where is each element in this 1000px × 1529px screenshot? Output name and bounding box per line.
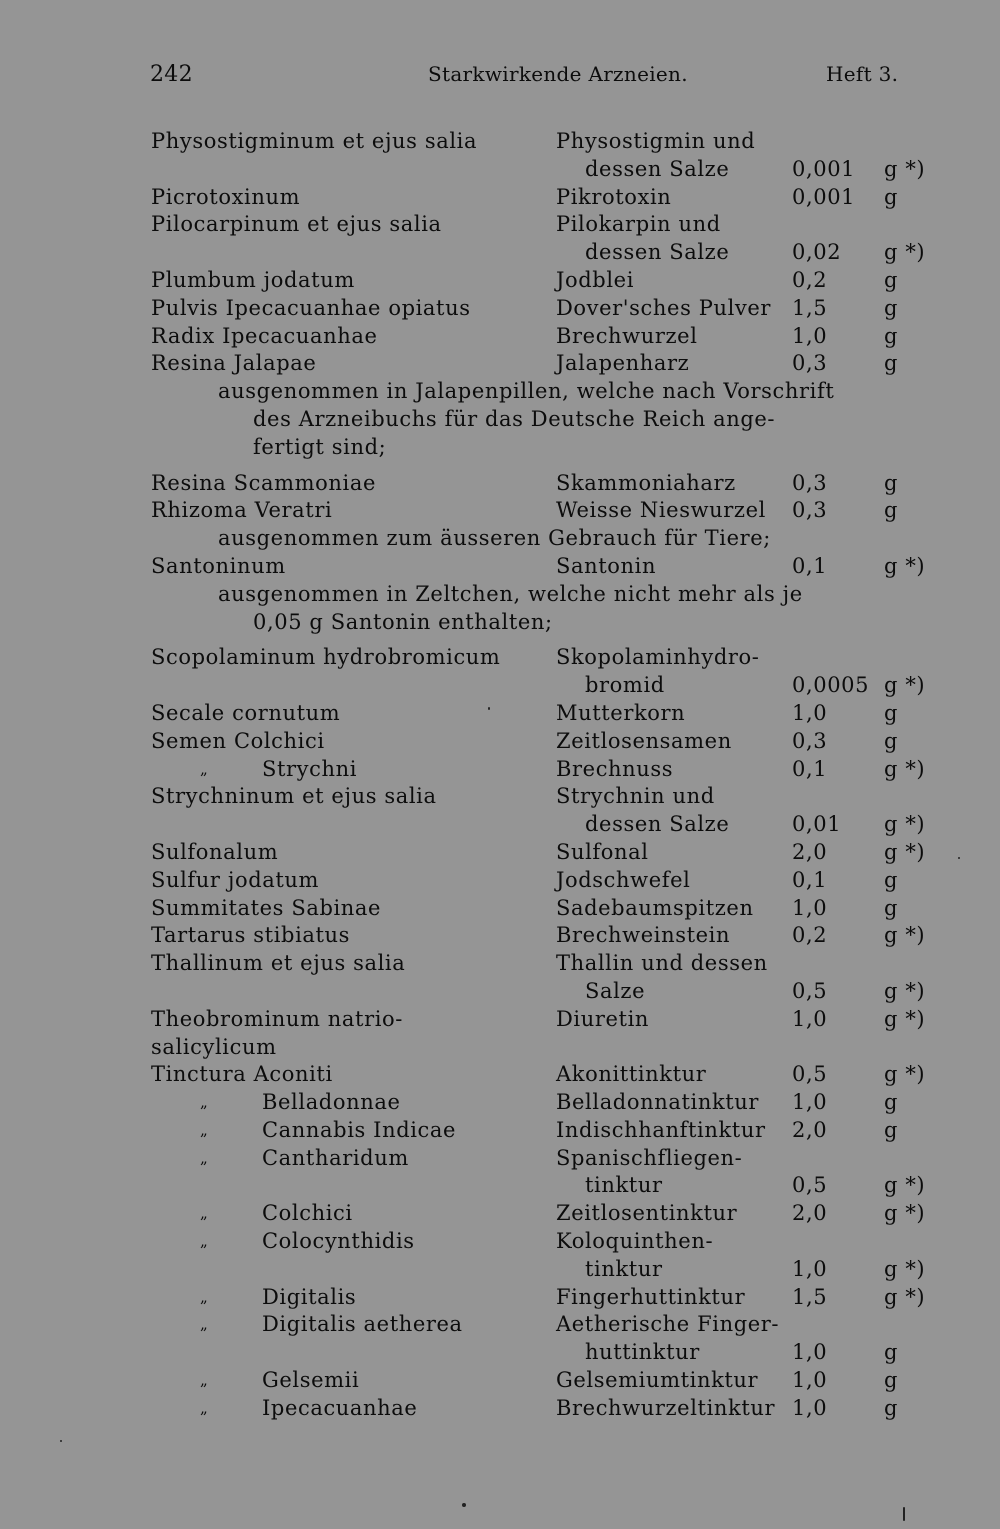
max-dose: 1,0: [792, 1256, 828, 1281]
scan-speck: [488, 707, 490, 710]
latin-name: Cantharidum: [262, 1145, 409, 1170]
latin-name: Colchici: [262, 1201, 353, 1226]
table-row: [0, 644, 1000, 672]
latin-name: Gelsemii: [262, 1368, 360, 1393]
max-dose: 0,1: [792, 553, 828, 578]
table-row: [0, 156, 1000, 184]
table-row: [0, 239, 1000, 267]
german-name: Skopolaminhydro-: [556, 645, 760, 670]
dose-unit: g: [884, 1340, 899, 1365]
german-name-continuation: huttinktur: [585, 1340, 700, 1365]
dose-unit: g: [884, 1090, 899, 1115]
max-dose: 0,5: [792, 978, 828, 1003]
issue-label: Heft 3.: [826, 62, 899, 86]
latin-name: Resina Jalapae: [151, 351, 317, 376]
table-row: [0, 1089, 1000, 1117]
german-name: Pikrotoxin: [556, 184, 672, 209]
max-dose: 0,2: [792, 267, 828, 292]
german-name-continuation: Salze: [585, 978, 646, 1003]
table-row: [0, 1339, 1000, 1367]
table-row: [0, 470, 1000, 498]
latin-name: Sulfonalum: [151, 839, 279, 864]
running-title: Starkwirkende Arzneien.: [428, 62, 688, 86]
table-row: [0, 1145, 1000, 1173]
exception-note: ausgenommen in Zeltchen, welche nicht mehr als je: [218, 581, 803, 606]
german-name: Diuretin: [556, 1006, 650, 1031]
table-row: [0, 434, 1000, 462]
german-name: Thallin und dessen: [556, 951, 768, 976]
table-row: [0, 350, 1000, 378]
exception-note-continuation: 0,05 g Santonin enthalten;: [253, 609, 553, 634]
latin-name: Rhizoma Veratri: [151, 498, 333, 523]
table-row: [0, 978, 1000, 1006]
max-dose: 0,3: [792, 351, 828, 376]
german-name-continuation: tinktur: [585, 1173, 663, 1198]
dose-unit: g: [884, 267, 899, 292]
table-row: [0, 728, 1000, 756]
scan-speck: [60, 1440, 62, 1442]
table-row: [0, 1006, 1000, 1034]
table-row: [0, 1200, 1000, 1228]
max-dose: 0,2: [792, 923, 828, 948]
latin-name: Thallinum et ejus salia: [151, 951, 406, 976]
max-dose: 1,5: [792, 1284, 828, 1309]
exception-note-continuation: des Arzneibuchs für das Deutsche Reich ange-: [253, 406, 776, 431]
latin-name: Ipecacuanhae: [262, 1395, 418, 1420]
max-dose: 1,0: [792, 1340, 828, 1365]
exception-note-continuation: fertigt sind;: [253, 434, 387, 459]
dose-unit: g *): [884, 1173, 926, 1198]
table-row: [0, 1061, 1000, 1089]
table-row: [0, 323, 1000, 351]
german-name-continuation: dessen Salze: [585, 812, 730, 837]
max-dose: 0,5: [792, 1173, 828, 1198]
german-name: Spanischfliegen-: [556, 1145, 743, 1170]
german-name: Jodschwefel: [556, 867, 691, 892]
latin-name: Scopolaminum hydrobromicum: [151, 645, 501, 670]
max-dose: 2,0: [792, 1201, 828, 1226]
german-name: Brechweinstein: [556, 923, 731, 948]
max-dose: 1,5: [792, 295, 828, 320]
ditto-mark: „: [200, 759, 209, 778]
table-row: [0, 378, 1000, 406]
german-name: Dover'sches Pulver: [556, 295, 772, 320]
dose-unit: g: [884, 895, 899, 920]
latin-name: Cannabis Indicae: [262, 1117, 457, 1142]
ditto-mark: „: [200, 1371, 209, 1390]
max-dose: 0,02: [792, 240, 842, 265]
german-name: Koloquinthen-: [556, 1229, 714, 1254]
german-name: Sulfonal: [556, 839, 649, 864]
dose-unit: g *): [884, 1006, 926, 1031]
max-dose: 1,0: [792, 700, 828, 725]
table-row: [0, 1172, 1000, 1200]
latin-name: Digitalis aetherea: [262, 1312, 463, 1337]
dose-unit: g *): [884, 156, 926, 181]
latin-name: Physostigminum et ejus salia: [151, 129, 478, 153]
max-dose: 1,0: [792, 895, 828, 920]
table-row: [0, 756, 1000, 784]
german-name: Brechwurzel: [556, 323, 698, 348]
german-name: Mutterkorn: [556, 700, 686, 725]
german-name: Brechwurzeltinktur: [556, 1395, 776, 1420]
latin-name: Digitalis: [262, 1284, 357, 1309]
scan-speck: [462, 1503, 466, 1507]
row-spacer: [0, 636, 1000, 644]
table-row: [0, 867, 1000, 895]
ditto-mark: „: [200, 1148, 209, 1167]
table-row: [0, 581, 1000, 609]
table-row: [0, 406, 1000, 434]
table-row: [0, 553, 1000, 581]
max-dose: 0,3: [792, 470, 828, 495]
dose-unit: g *): [884, 673, 926, 698]
max-dose: 1,0: [792, 1368, 828, 1393]
latin-name: Strychninum et ejus salia: [151, 784, 437, 809]
table-row: [0, 700, 1000, 728]
latin-name: Radix Ipecacuanhae: [151, 323, 378, 348]
german-name: Physostigmin und: [556, 129, 756, 153]
dose-unit: g: [884, 470, 899, 495]
dose-unit: g: [884, 1395, 899, 1420]
max-dose: 0,0005: [792, 673, 870, 698]
max-dose: 0,3: [792, 498, 828, 523]
table-row: [0, 128, 1000, 156]
max-dose: 1,0: [792, 323, 828, 348]
latin-name: Pilocarpinum et ejus salia: [151, 212, 442, 237]
table-row: [0, 1256, 1000, 1284]
dose-unit: g: [884, 700, 899, 725]
ditto-mark: „: [200, 1398, 209, 1417]
german-name: Fingerhuttinktur: [556, 1284, 746, 1309]
german-name: Santonin: [556, 553, 657, 578]
german-name: Zeitlosensamen: [556, 728, 732, 753]
ditto-mark: „: [200, 1315, 209, 1334]
german-name-continuation: dessen Salze: [585, 240, 730, 265]
dose-unit: g *): [884, 1256, 926, 1281]
latin-name: salicylicum: [151, 1034, 277, 1059]
table-row: [0, 839, 1000, 867]
table-row: [0, 525, 1000, 553]
max-dose: 0,001: [792, 156, 856, 181]
dose-unit: g: [884, 351, 899, 376]
latin-name: Plumbum jodatum: [151, 267, 355, 292]
dose-unit: g: [884, 1368, 899, 1393]
latin-name: Resina Scammoniae: [151, 470, 376, 495]
table-row: [0, 295, 1000, 323]
latin-name: Tartarus stibiatus: [151, 923, 351, 948]
german-name: Jodblei: [556, 267, 635, 292]
dose-unit: g: [884, 728, 899, 753]
german-name: Gelsemiumtinktur: [556, 1368, 759, 1393]
max-dose: 1,0: [792, 1006, 828, 1031]
table-row: [0, 922, 1000, 950]
table-row: [0, 1034, 1000, 1062]
latin-name: Theobrominum natrio-: [151, 1006, 403, 1031]
max-dose: 0,5: [792, 1062, 828, 1087]
dose-unit: g *): [884, 1201, 926, 1226]
dose-unit: g *): [884, 1284, 926, 1309]
table-row: [0, 184, 1000, 212]
table-row: [0, 1117, 1000, 1145]
latin-name: Sulfur jodatum: [151, 867, 320, 892]
dose-unit: g: [884, 323, 899, 348]
ditto-mark: „: [200, 1287, 209, 1306]
dose-unit: g: [884, 867, 899, 892]
dose-unit: g *): [884, 923, 926, 948]
latin-name: Colocynthidis: [262, 1229, 415, 1254]
dose-unit: g: [884, 184, 899, 209]
german-name: Skammoniaharz: [556, 470, 736, 495]
german-name-continuation: dessen Salze: [585, 156, 730, 181]
max-dose: 0,3: [792, 728, 828, 753]
exception-note: ausgenommen zum äusseren Gebrauch für Tiere;: [218, 526, 771, 551]
table-row: [0, 1395, 1000, 1423]
ditto-mark: „: [200, 1232, 209, 1251]
scan-speck: [958, 857, 960, 859]
table-row: [0, 211, 1000, 239]
german-name-continuation: bromid: [585, 673, 665, 698]
table-row: [0, 895, 1000, 923]
dose-unit: g: [884, 295, 899, 320]
table-row: [0, 497, 1000, 525]
german-name: Indischhanftinktur: [556, 1117, 766, 1142]
table-row: [0, 950, 1000, 978]
max-dose: 2,0: [792, 1117, 828, 1142]
german-name: Zeitlosentinktur: [556, 1201, 738, 1226]
latin-name: Picrotoxinum: [151, 184, 301, 209]
german-name: Belladonnatinktur: [556, 1090, 760, 1115]
dose-unit: g *): [884, 756, 926, 781]
max-dose: 0,01: [792, 812, 842, 837]
table-row: [0, 1228, 1000, 1256]
german-name: Weisse Nieswurzel: [556, 498, 766, 523]
drug-dosage-table: [0, 128, 1000, 1423]
dose-unit: g *): [884, 1062, 926, 1087]
row-spacer: [0, 462, 1000, 470]
german-name: Brechnuss: [556, 756, 674, 781]
latin-name: Santoninum: [151, 553, 286, 578]
latin-name: Secale cornutum: [151, 700, 341, 725]
table-row: [0, 783, 1000, 811]
german-name: Jalapenharz: [556, 351, 690, 376]
latin-name: Pulvis Ipecacuanhae opiatus: [151, 295, 471, 320]
ditto-mark: „: [200, 1204, 209, 1223]
dose-unit: g: [884, 1117, 899, 1142]
dose-unit: g: [884, 498, 899, 523]
scan-speck: [903, 1507, 905, 1521]
exception-note: ausgenommen in Jalapenpillen, welche nach Vorschrift: [218, 379, 835, 404]
ditto-mark: „: [200, 1120, 209, 1139]
max-dose: 0,1: [792, 756, 828, 781]
dose-unit: g *): [884, 553, 926, 578]
max-dose: 1,0: [792, 1090, 828, 1115]
table-row: [0, 609, 1000, 637]
latin-name: Strychni: [262, 756, 358, 781]
table-row: [0, 1284, 1000, 1312]
max-dose: 2,0: [792, 839, 828, 864]
dose-unit: g *): [884, 839, 926, 864]
german-name: Aetherische Finger-: [556, 1312, 780, 1337]
max-dose: 1,0: [792, 1395, 828, 1420]
latin-name: Summitates Sabinae: [151, 895, 382, 920]
latin-name: Belladonnae: [262, 1090, 401, 1115]
dose-unit: g *): [884, 812, 926, 837]
table-row: [0, 672, 1000, 700]
german-name: Akonittinktur: [556, 1062, 707, 1087]
max-dose: 0,001: [792, 184, 856, 209]
german-name: Pilokarpin und: [556, 212, 721, 237]
german-name: Sadebaumspitzen: [556, 895, 754, 920]
table-row: [0, 1311, 1000, 1339]
dose-unit: g *): [884, 978, 926, 1003]
page-number: 242: [150, 62, 193, 87]
table-row: [0, 267, 1000, 295]
dose-unit: g *): [884, 240, 926, 265]
german-name: Strychnin und: [556, 784, 715, 809]
ditto-mark: „: [200, 1093, 209, 1112]
latin-name: Semen Colchici: [151, 728, 325, 753]
latin-name: Tinctura Aconiti: [151, 1062, 333, 1087]
german-name-continuation: tinktur: [585, 1256, 663, 1281]
table-row: [0, 1367, 1000, 1395]
max-dose: 0,1: [792, 867, 828, 892]
table-row: [0, 811, 1000, 839]
